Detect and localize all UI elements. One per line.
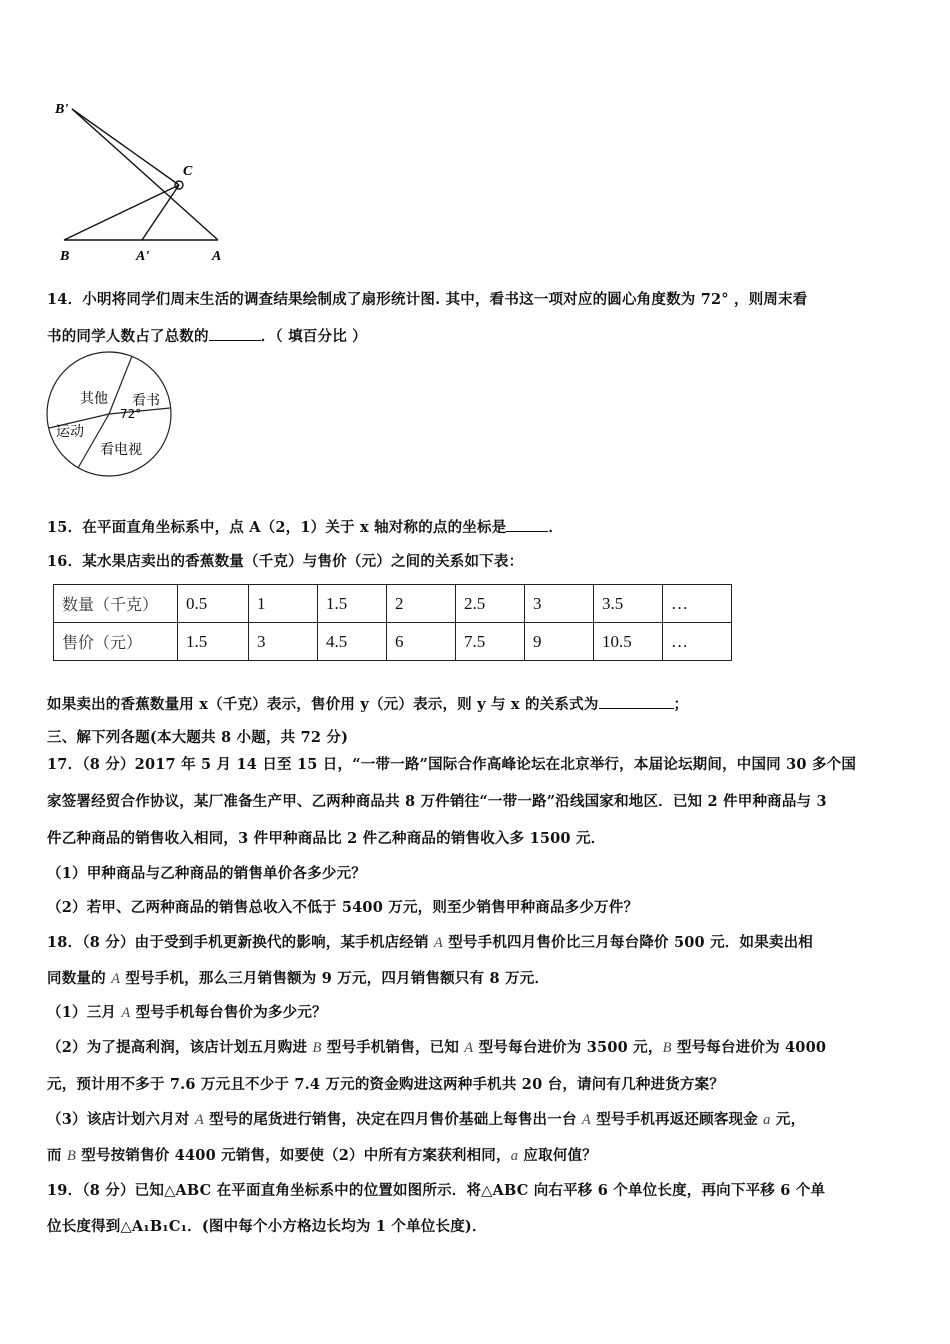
q19-line1: 19．（8 分）已知△ABC 在平面直角坐标系中的位置如图所示．将△ABC 向右平移 6 个单位长度，再向下平移 6 个单 [47, 1182, 826, 1199]
table-cell: 2.5 [456, 585, 525, 623]
q18-sub2-line1 [47, 1036, 826, 1057]
row-header-price: 售价（元） [54, 623, 178, 661]
q17-line1: 17．（8 分）2017 年 5 月 14 日至 15 日，“一带一路”国际合作高峰论坛在北京举行，本届论坛期间，中国同 30 多个国 [47, 756, 857, 773]
label-a: A [212, 249, 222, 264]
table-row [54, 623, 732, 661]
q18-sub3-pre: （3）该店计划六月对 [47, 1111, 195, 1128]
q17-sub1: （1）甲种商品与乙种商品的销售单价各多少元？ [47, 865, 366, 882]
q18-sub3-mid: 型号的尾货进行销售，决定在四月售价基础上每售出一台 [203, 1111, 582, 1128]
var-a-small: a [763, 1112, 771, 1128]
label-a-prime: A' [136, 249, 150, 264]
label-b-prime: B' [55, 102, 69, 117]
var-a: A [194, 1112, 204, 1128]
label-b: B [60, 249, 70, 264]
pie-label-sports: 运动 [56, 424, 84, 440]
q19-line2: 位长度得到△A₁B₁C₁．(图中每个小方格边长均为 1 个单位长度)． [47, 1218, 487, 1235]
q16-question [47, 693, 688, 714]
pie-label-reading: 看书 [132, 393, 160, 409]
q14-answer-blank[interactable] [209, 326, 261, 341]
table-cell: 3 [525, 585, 594, 623]
q18-sub3-line2-post: 应取何值？ [518, 1147, 597, 1164]
var-b: B [662, 1040, 672, 1056]
table-cell: 3.5 [594, 585, 663, 623]
table-row [54, 585, 732, 623]
q18-line2 [47, 967, 549, 988]
var-a: A [433, 935, 443, 951]
q16-intro: 16．某水果店卖出的香蕉数量（千克）与售价（元）之间的关系如下表： [47, 553, 524, 570]
q18-sub1-pre: （1）三月 [47, 1004, 122, 1021]
q16-question-post: ； [673, 696, 689, 713]
price-table [53, 584, 732, 661]
pie-label-tv: 看电视 [100, 442, 142, 458]
label-c: C [183, 164, 193, 179]
table-cell: 0.5 [178, 585, 249, 623]
q15-pre: 15．在平面直角坐标系中，点 A（2，1）关于 x 轴对称的点的坐标是 [47, 519, 507, 536]
q18-line2-pre: 同数量的 [47, 970, 112, 987]
q18-sub3-line2-mid: 型号按销售价 4400 元销售，如要使（2）中所有方案获利相同， [76, 1147, 511, 1164]
q18-sub2-mid2: 型号每台进价为 3500 元， [473, 1039, 663, 1056]
q15-post: ． [548, 519, 564, 536]
q18-line1 [47, 931, 813, 952]
table-cell: 4.5 [318, 623, 387, 661]
var-b: B [66, 1148, 77, 1164]
q17-line2: 家签署经贸合作协议，某厂准备生产甲、乙两种商品共 8 万件销往“一带一路”沿线国家和地区．已知 2 件甲种商品与 3 [47, 793, 827, 810]
table-cell: 3 [249, 623, 318, 661]
q15-line [47, 516, 563, 537]
table-cell: 1.5 [318, 585, 387, 623]
var-a: A [121, 1005, 131, 1021]
q14-line2-post: ．（ 填百分比 ） [260, 328, 367, 345]
table-cell: 10.5 [594, 623, 663, 661]
var-a: A [581, 1112, 591, 1128]
var-a: A [111, 971, 121, 987]
pie-label-other: 其他 [80, 391, 108, 407]
q14-line2-pre: 书的同学人数占了总数的 [47, 328, 209, 345]
q15-answer-blank[interactable] [506, 517, 548, 532]
row-header-quantity: 数量（千克） [54, 585, 178, 623]
var-a-small: a [510, 1148, 519, 1164]
var-b: B [312, 1040, 322, 1056]
table-cell: 2 [387, 585, 456, 623]
triangle-figure [50, 95, 240, 270]
pie-chart [40, 350, 180, 480]
q14-line2 [47, 325, 367, 346]
q14-line1: 14．小明将同学们周末生活的调查结果绘制成了扇形统计图. 其中，看书这一项对应的圆心角度数为 72° ，则周末看 [47, 291, 808, 308]
var-a: A [464, 1040, 474, 1056]
q17-sub2: （2）若甲、乙两种商品的销售总收入不低于 5400 万元，则至少销售甲种商品多少万件？ [47, 899, 639, 916]
q18-sub3-line2 [47, 1144, 597, 1165]
q18-line2-post: 型号手机，那么三月销售额为 9 万元，四月销售额只有 8 万元． [120, 970, 550, 987]
q18-sub3-line2-pre: 而 [47, 1147, 67, 1164]
table-cell: … [663, 585, 732, 623]
q18-sub3-post: 元， [770, 1111, 806, 1128]
pie-label-angle: 72° [120, 407, 142, 421]
section3-title: 三、解下列各题(本大题共 8 小题，共 72 分) [47, 729, 349, 746]
table-cell: 1 [249, 585, 318, 623]
q18-line1-post: 型号手机四月售价比三月每台降价 500 元．如果卖出相 [442, 934, 813, 951]
table-cell: 6 [387, 623, 456, 661]
table-cell: … [663, 623, 732, 661]
q18-sub2-mid: 型号手机销售，已知 [321, 1039, 465, 1056]
q18-sub3-line1 [47, 1108, 805, 1129]
q16-answer-blank[interactable] [599, 694, 674, 709]
q18-line1-pre: 18．（8 分）由于受到手机更新换代的影响，某手机店经销 [47, 934, 434, 951]
q18-sub1 [47, 1001, 327, 1022]
q18-sub2-line2: 元，预计用不多于 7.6 万元且不少于 7.4 万元的资金购进这两种手机共 20 台，请问有几种进货方案？ [47, 1076, 725, 1093]
table-cell: 9 [525, 623, 594, 661]
q18-sub3-mid2: 型号手机再返还顾客现金 [590, 1111, 764, 1128]
q16-question-pre: 如果卖出的香蕉数量用 x（千克）表示，售价用 y（元）表示，则 y 与 x 的关系式为 [47, 696, 599, 713]
table-cell: 7.5 [456, 623, 525, 661]
q18-sub2-pre: （2）为了提高利润，该店计划五月购进 [47, 1039, 313, 1056]
q18-sub1-post: 型号手机每台售价为多少元？ [130, 1004, 327, 1021]
table-cell: 1.5 [178, 623, 249, 661]
q17-line3: 件乙种商品的销售收入相同，3 件甲种商品比 2 件乙种商品的销售收入多 1500 元． [47, 830, 606, 847]
q18-sub2-post: 型号每台进价为 4000 [671, 1039, 827, 1056]
